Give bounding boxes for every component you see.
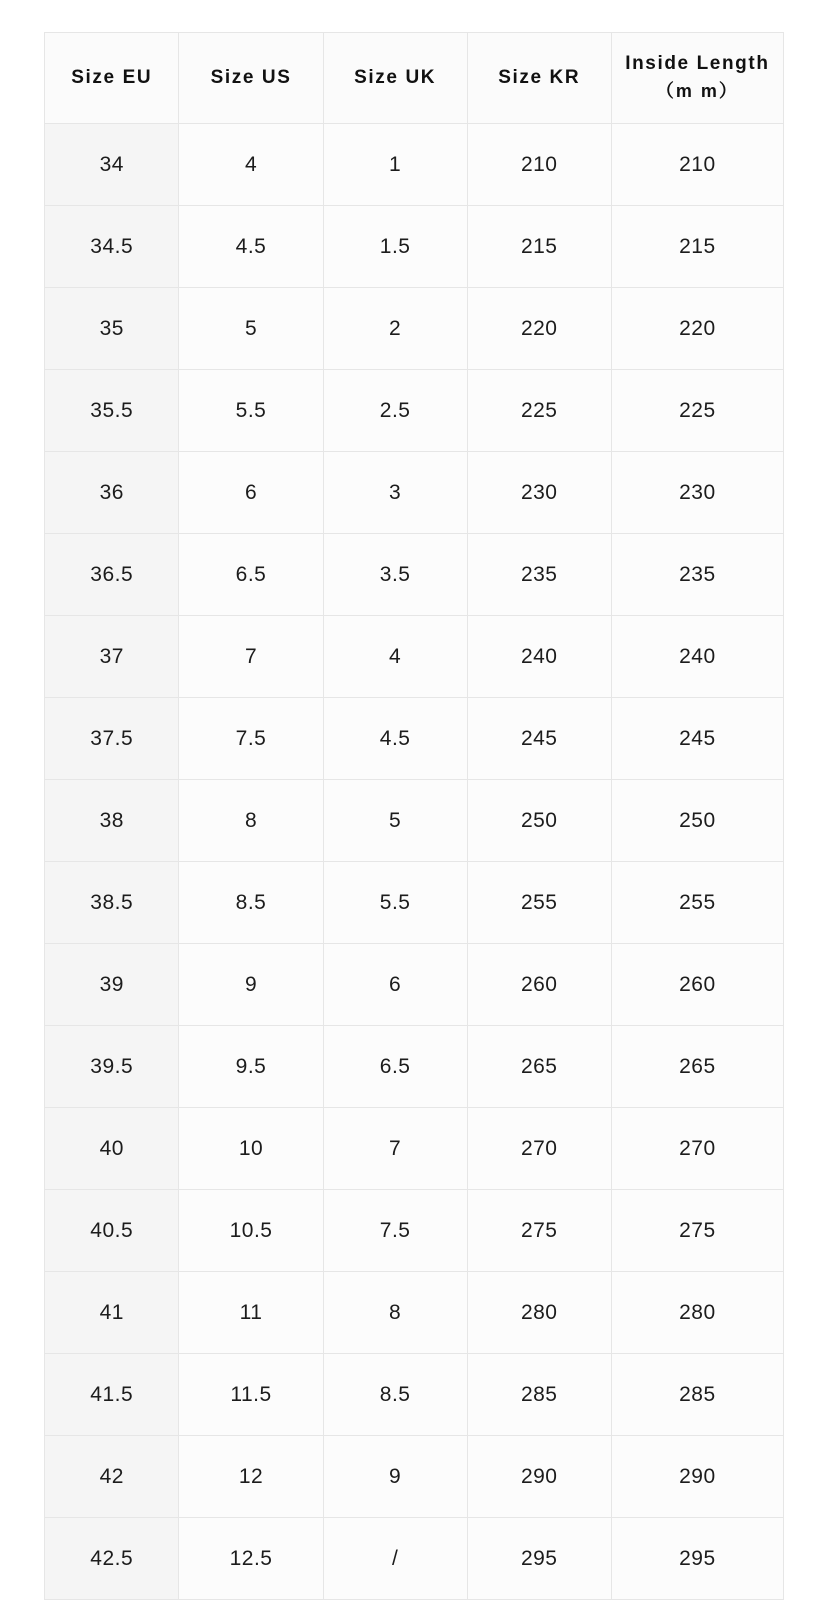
- cell-inside-length: 265: [611, 1026, 783, 1108]
- cell-size-eu: 40.5: [45, 1190, 179, 1272]
- cell-inside-length: 275: [611, 1190, 783, 1272]
- table-row: [45, 1354, 784, 1436]
- column-header-label: Size UK: [354, 67, 437, 88]
- table-row: [45, 452, 784, 534]
- cell-inside-length: 225: [611, 370, 783, 452]
- cell-size-us: 11: [179, 1272, 323, 1354]
- cell-size-kr: 290: [467, 1436, 611, 1518]
- cell-size-eu: 39.5: [45, 1026, 179, 1108]
- column-header-label: Inside Length: [625, 53, 770, 74]
- cell-size-us: 4: [179, 124, 323, 206]
- cell-size-kr: 250: [467, 780, 611, 862]
- cell-size-kr: 265: [467, 1026, 611, 1108]
- table-row: [45, 1518, 784, 1600]
- cell-size-kr: 215: [467, 206, 611, 288]
- table-row: [45, 616, 784, 698]
- cell-size-eu: 38.5: [45, 862, 179, 944]
- column-header-unit: （m m）: [655, 81, 739, 101]
- cell-size-us: 9.5: [179, 1026, 323, 1108]
- cell-size-kr: 255: [467, 862, 611, 944]
- cell-size-uk: 1.5: [323, 206, 467, 288]
- cell-size-us: 10.5: [179, 1190, 323, 1272]
- cell-size-kr: 240: [467, 616, 611, 698]
- cell-size-us: 12: [179, 1436, 323, 1518]
- size-conversion-table: [44, 32, 784, 1600]
- cell-size-uk: 5.5: [323, 862, 467, 944]
- cell-inside-length: 235: [611, 534, 783, 616]
- cell-size-us: 12.5: [179, 1518, 323, 1600]
- cell-inside-length: 245: [611, 698, 783, 780]
- cell-size-uk: 4: [323, 616, 467, 698]
- cell-size-eu: 36.5: [45, 534, 179, 616]
- cell-inside-length: 250: [611, 780, 783, 862]
- table-row: [45, 1108, 784, 1190]
- cell-size-eu: 37.5: [45, 698, 179, 780]
- table-row: [45, 944, 784, 1026]
- table-row: [45, 124, 784, 206]
- cell-size-eu: 40: [45, 1108, 179, 1190]
- cell-size-eu: 42.5: [45, 1518, 179, 1600]
- cell-size-uk: /: [323, 1518, 467, 1600]
- table-row: [45, 780, 784, 862]
- cell-size-kr: 225: [467, 370, 611, 452]
- cell-inside-length: 220: [611, 288, 783, 370]
- cell-inside-length: 295: [611, 1518, 783, 1600]
- cell-size-kr: 210: [467, 124, 611, 206]
- cell-size-uk: 9: [323, 1436, 467, 1518]
- column-header-label: Size KR: [498, 67, 581, 88]
- cell-size-uk: 6.5: [323, 1026, 467, 1108]
- cell-size-eu: 37: [45, 616, 179, 698]
- cell-inside-length: 290: [611, 1436, 783, 1518]
- cell-inside-length: 270: [611, 1108, 783, 1190]
- cell-inside-length: 285: [611, 1354, 783, 1436]
- cell-size-uk: 8: [323, 1272, 467, 1354]
- cell-size-us: 11.5: [179, 1354, 323, 1436]
- column-header-label: Size US: [210, 67, 292, 88]
- cell-inside-length: 215: [611, 206, 783, 288]
- cell-size-uk: 5: [323, 780, 467, 862]
- cell-size-eu: 41.5: [45, 1354, 179, 1436]
- cell-inside-length: 230: [611, 452, 783, 534]
- cell-size-kr: 235: [467, 534, 611, 616]
- cell-size-us: 4.5: [179, 206, 323, 288]
- cell-size-eu: 38: [45, 780, 179, 862]
- cell-size-eu: 34: [45, 124, 179, 206]
- cell-size-kr: 245: [467, 698, 611, 780]
- cell-size-uk: 3: [323, 452, 467, 534]
- cell-size-eu: 39: [45, 944, 179, 1026]
- cell-size-uk: 4.5: [323, 698, 467, 780]
- cell-size-eu: 42: [45, 1436, 179, 1518]
- table-row: [45, 698, 784, 780]
- table-row: [45, 534, 784, 616]
- cell-size-kr: 270: [467, 1108, 611, 1190]
- header-row: [45, 33, 784, 124]
- cell-inside-length: 210: [611, 124, 783, 206]
- cell-size-kr: 295: [467, 1518, 611, 1600]
- cell-size-kr: 260: [467, 944, 611, 1026]
- table-row: [45, 1190, 784, 1272]
- cell-size-us: 6.5: [179, 534, 323, 616]
- cell-size-uk: 1: [323, 124, 467, 206]
- cell-size-us: 5: [179, 288, 323, 370]
- cell-inside-length: 280: [611, 1272, 783, 1354]
- table-row: [45, 206, 784, 288]
- cell-size-uk: 8.5: [323, 1354, 467, 1436]
- table-row: [45, 1436, 784, 1518]
- cell-size-us: 5.5: [179, 370, 323, 452]
- cell-size-uk: 7: [323, 1108, 467, 1190]
- table-header: [45, 33, 784, 124]
- cell-size-kr: 230: [467, 452, 611, 534]
- cell-size-eu: 35.5: [45, 370, 179, 452]
- table-row: [45, 370, 784, 452]
- cell-size-kr: 280: [467, 1272, 611, 1354]
- column-header-size-kr: [467, 33, 611, 124]
- column-header-label: Size EU: [71, 67, 153, 88]
- column-header-size-uk: [323, 33, 467, 124]
- cell-size-eu: 36: [45, 452, 179, 534]
- table-row: [45, 862, 784, 944]
- cell-size-uk: 6: [323, 944, 467, 1026]
- column-header-size-us: [179, 33, 323, 124]
- table-body: [45, 124, 784, 1600]
- table-row: [45, 1026, 784, 1108]
- cell-inside-length: 240: [611, 616, 783, 698]
- table-row: [45, 288, 784, 370]
- cell-size-eu: 34.5: [45, 206, 179, 288]
- cell-size-us: 7: [179, 616, 323, 698]
- column-header-size-eu: [45, 33, 179, 124]
- cell-size-us: 9: [179, 944, 323, 1026]
- cell-size-kr: 275: [467, 1190, 611, 1272]
- cell-size-kr: 285: [467, 1354, 611, 1436]
- cell-inside-length: 260: [611, 944, 783, 1026]
- cell-size-us: 6: [179, 452, 323, 534]
- cell-size-kr: 220: [467, 288, 611, 370]
- cell-size-us: 7.5: [179, 698, 323, 780]
- cell-size-uk: 2: [323, 288, 467, 370]
- cell-inside-length: 255: [611, 862, 783, 944]
- table-row: [45, 1272, 784, 1354]
- cell-size-uk: 2.5: [323, 370, 467, 452]
- cell-size-us: 8.5: [179, 862, 323, 944]
- cell-size-uk: 7.5: [323, 1190, 467, 1272]
- cell-size-us: 8: [179, 780, 323, 862]
- column-header-inside-length: [611, 33, 783, 124]
- cell-size-eu: 41: [45, 1272, 179, 1354]
- cell-size-us: 10: [179, 1108, 323, 1190]
- cell-size-uk: 3.5: [323, 534, 467, 616]
- cell-size-eu: 35: [45, 288, 179, 370]
